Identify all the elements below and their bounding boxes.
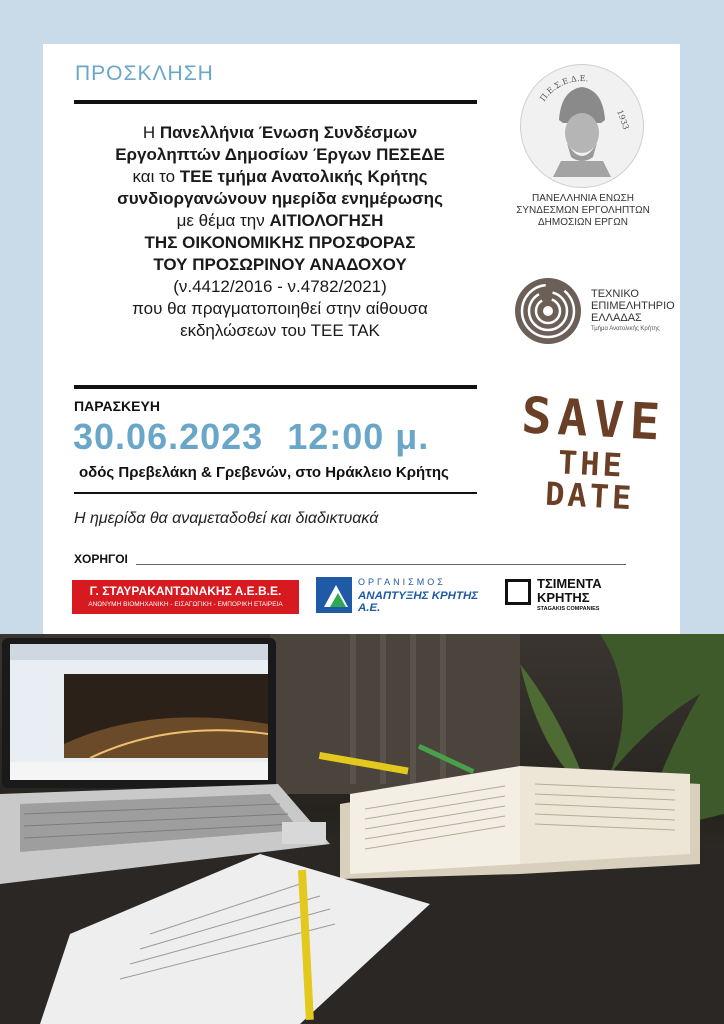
pericles-bust-icon bbox=[521, 65, 643, 187]
desk-photo bbox=[0, 634, 724, 1024]
event-time: 12:00 μ. bbox=[287, 416, 430, 457]
svg-text:Π.Ε.Σ.Ε.Δ.Ε.: Π.Ε.Σ.Ε.Δ.Ε. bbox=[538, 73, 589, 104]
invitation-body: Η Πανελλήνια Ένωση Συνδέσμων Εργοληπτών Δημοσίων Έργων ΠΕΣΕΔΕ και το ΤΕΕ τμήμα Ανατολικής Κρήτης συνδιοργανώνουν ημερίδα ενημέρωσης με θέμα την ΑΙΤΙΟΛΟΓΗΣΗ ΤΗΣ ΟΙΚΟΝΟΜΙΚΗΣ ΠΡΟΣΦΟΡΑΣ ΤΟΥ ΠΡΟΣΩΡΙΝΟΥ ΑΝΑΔΟΧΟΥ (ν.4412/2016 - ν.4782/2021) που θα πραγματοποιηθεί στην αίθουσα εκδηλώσεων του ΤΕΕ ΤΑΚ bbox=[115, 123, 445, 340]
svg-text:1933: 1933 bbox=[615, 108, 631, 131]
tee-name: ΤΕΧΝΙΚΟ ΕΠΙΜΕΛΗΤΗΡΙΟ ΕΛΛΑΔΑΣ bbox=[591, 288, 675, 324]
tee-subtitle: Τμήμα Ανατολικής Κρήτης bbox=[591, 326, 660, 332]
event-location: οδός Πρεβελάκη & Γρεβενών, στο Ηράκλειο Κρήτης bbox=[79, 464, 449, 481]
top-divider bbox=[74, 100, 477, 104]
sponsor-stavrakantonakis-logo: Γ. ΣΤΑΥΡΑΚΑΝΤΩΝΑΚΗΣ Α.Ε.Β.Ε. ΑΝΩΝΥΜΗ ΒΙΟΜΗΧΑΝΙΚΗ - ΕΙΣΑΓΩΓΙΚΗ - ΕΜΠΟΡΙΚΗ ΕΤΑΙΡΕΙΑ bbox=[72, 580, 299, 614]
oak-mark-icon bbox=[316, 577, 352, 613]
middle-divider bbox=[74, 385, 477, 389]
sponsors-divider bbox=[136, 564, 626, 565]
tee-labyrinth-icon bbox=[513, 276, 583, 346]
event-date: 30.06.2023 bbox=[73, 416, 264, 457]
sponsors-label: ΧΟΡΗΓΟΙ bbox=[74, 552, 128, 566]
event-datetime bbox=[73, 416, 429, 458]
sponsor-oak-logo: ΟΡΓΑΝΙΣΜΟΣ ΑΝΑΠΤΥΞΗΣ ΚΡΗΤΗΣ Α.Ε. bbox=[316, 577, 491, 615]
location-divider bbox=[74, 492, 477, 494]
pesede-name: ΠΑΝΕΛΛΗΝΙΑ ΕΝΩΣΗ ΣΥΝΔΕΣΜΩΝ ΕΡΓΟΛΗΠΤΩΝ ΔΗΜΟΣΙΩΝ ΕΡΓΩΝ bbox=[516, 193, 650, 228]
desk-photo-illustration bbox=[0, 634, 724, 1024]
invitation-card bbox=[43, 44, 680, 634]
save-the-date-stamp: SAVE THE DATE bbox=[520, 386, 668, 518]
online-note: Η ημερίδα θα αναμεταδοθεί και διαδικτυακά bbox=[74, 510, 379, 527]
tsimenta-mark-icon bbox=[505, 579, 531, 605]
pesede-logo bbox=[520, 64, 644, 188]
event-day: ΠΑΡΑΣΚΕΥΗ bbox=[74, 398, 160, 414]
sponsor-tsimenta-kritis-logo: ΤΣΙΜΕΝΤΑ ΚΡΗΤΗΣ STAGAKIS COMPANIES bbox=[505, 577, 655, 615]
invitation-title: ΠΡΟΣΚΛΗΣΗ bbox=[75, 62, 214, 85]
